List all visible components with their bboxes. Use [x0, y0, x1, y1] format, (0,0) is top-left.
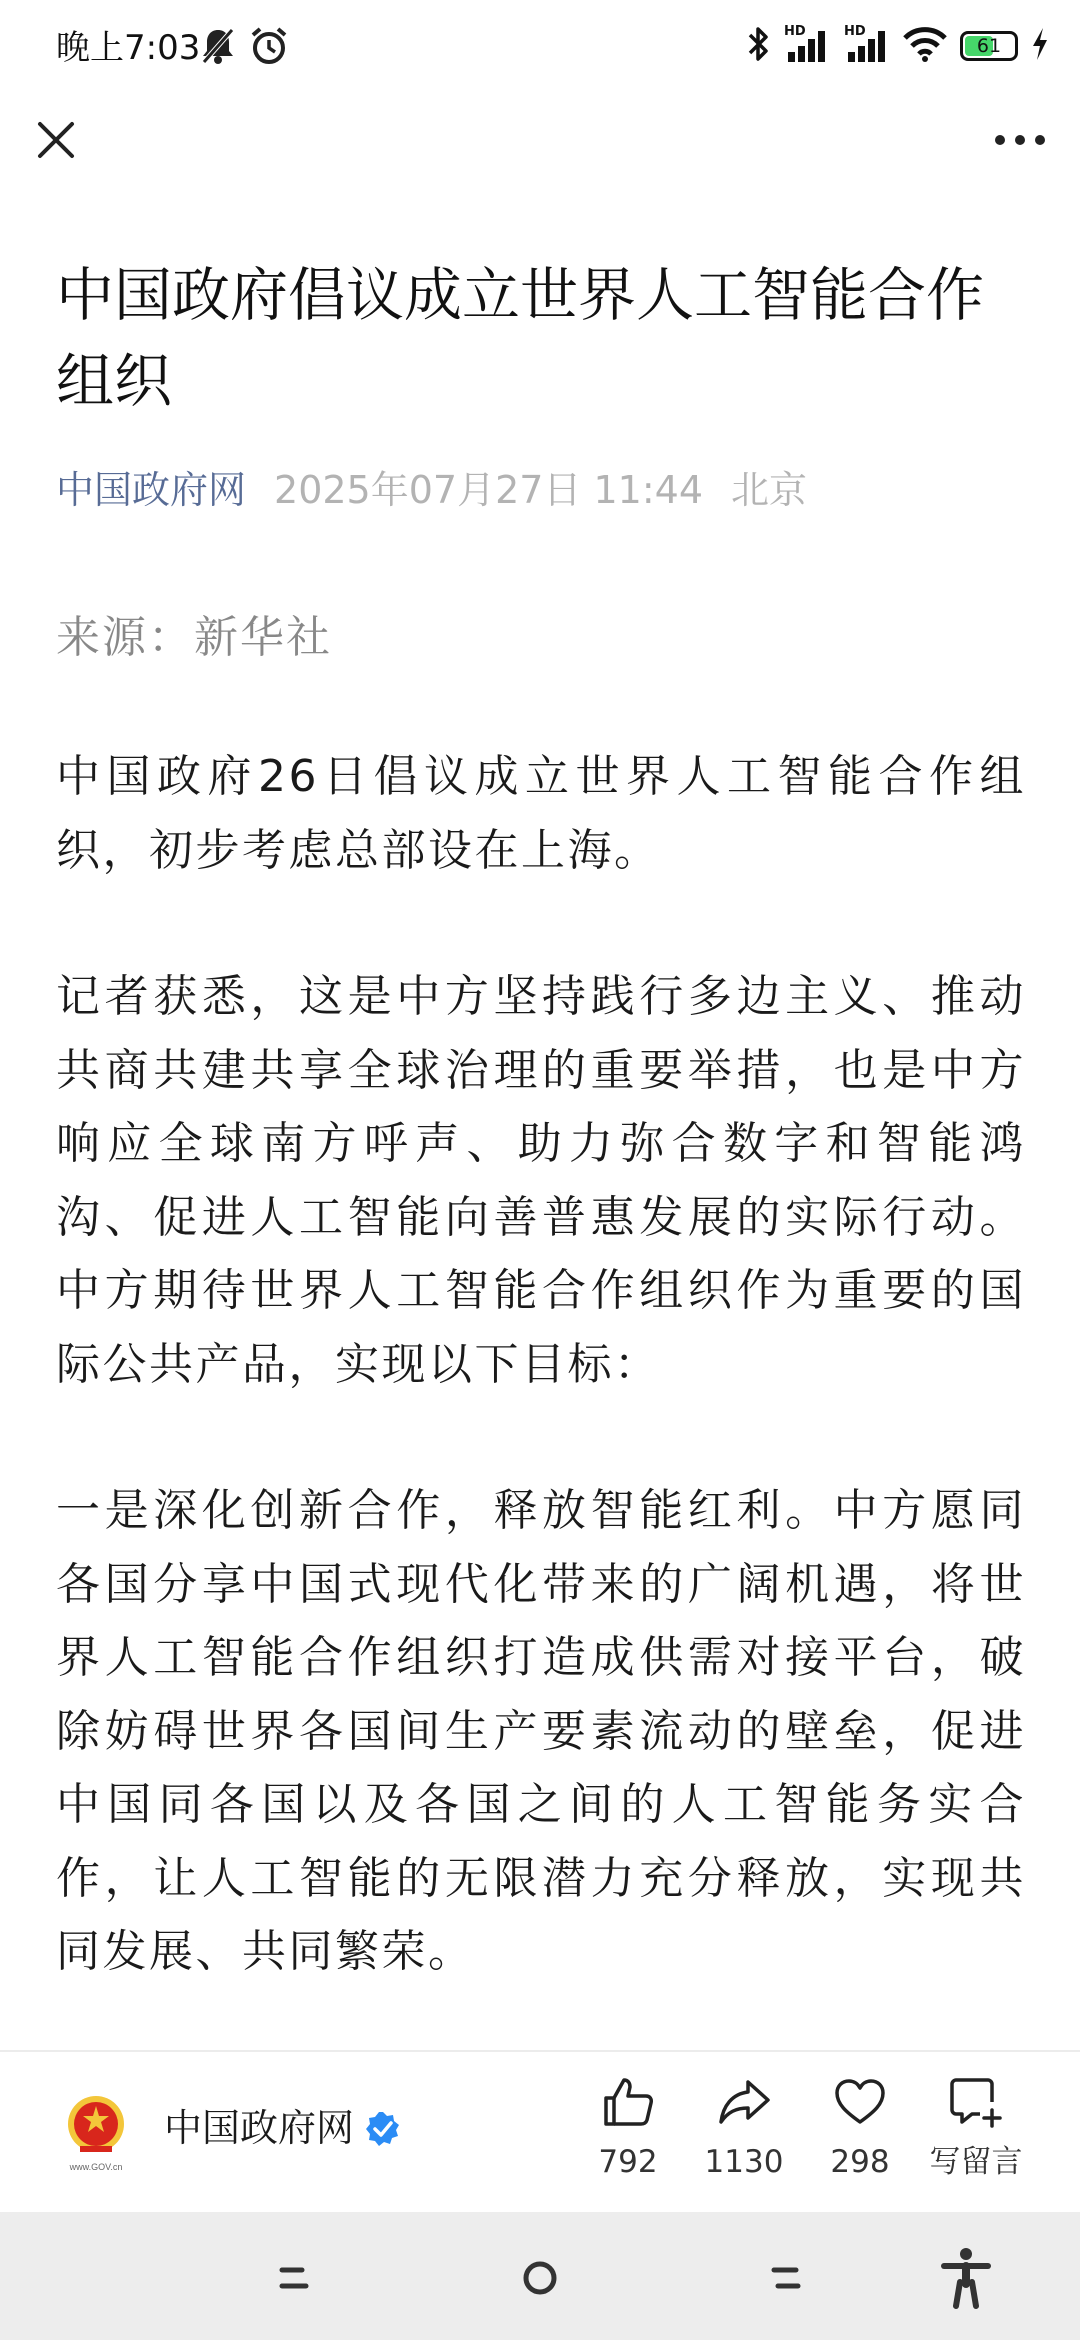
share-arrow-icon [716, 2074, 772, 2130]
status-bar [0, 0, 1080, 96]
close-icon [36, 120, 76, 160]
account-emblem[interactable] [56, 2088, 136, 2176]
more-icon [994, 134, 1046, 146]
nav-menu-button[interactable] [264, 2248, 324, 2308]
status-left-icons [200, 26, 288, 70]
bottom-account-name[interactable]: 中国政府网 [164, 2106, 355, 2150]
alarm-icon [250, 26, 288, 70]
heart-icon [832, 2074, 888, 2130]
mute-bell-icon [200, 26, 236, 70]
comment-add-icon [948, 2074, 1004, 2130]
article-paragraph: 中国政府26日倡议成立世界人工智能合作组织，初步考虑总部设在上海。 [56, 751, 1026, 876]
share-button[interactable] [684, 2074, 804, 2184]
verified-badge-icon [364, 2110, 402, 2148]
publish-date: 2025年07月27日 11:44 [274, 468, 704, 512]
article-title: 中国政府倡议成立世界人工智能合作组织 [56, 261, 985, 415]
bluetooth-icon [746, 24, 770, 68]
thumbs-up-icon [600, 2074, 656, 2130]
close-button[interactable] [28, 112, 84, 168]
wifi-icon [902, 24, 948, 68]
system-nav-bar [0, 2212, 1080, 2340]
status-time: 晚上7:03 [56, 28, 201, 68]
battery-icon [960, 31, 1018, 61]
emblem-text: www.GOV.cn [69, 2162, 123, 2172]
status-right-icons [746, 24, 1050, 68]
article-meta [56, 462, 807, 518]
accessibility-icon [938, 2246, 994, 2310]
favorite-count: 298 [830, 2144, 890, 2180]
like-count: 792 [598, 2144, 658, 2180]
charging-icon [1030, 26, 1050, 66]
article-body [56, 740, 1026, 2062]
article-source: 来源：新华社 [56, 612, 332, 663]
signal-hd-icon: HD [782, 26, 830, 66]
article-paragraph: 一是深化创新合作，释放智能红利。中方愿同各国分享中国式现代化带来的广阔机遇，将世界人工智能合作组织打造成供需对接平台，破除妨碍世界各国间生产要素流动的壁垒，促进中国同各国以及各国之间的人工智能务实合作，让人工智能的无限潜力充分释放，实现共同发展、共同繁荣。 [56, 1485, 1026, 1977]
back-lines-icon [766, 2258, 806, 2298]
battery-level: 61 [976, 35, 1002, 57]
accessibility-button[interactable] [936, 2248, 996, 2308]
publish-location: 北京 [731, 468, 808, 512]
like-button[interactable] [568, 2074, 688, 2184]
share-count: 1130 [704, 2144, 784, 2180]
nav-back-button[interactable] [756, 2248, 816, 2308]
nav-home-button[interactable] [510, 2248, 570, 2308]
emblem-icon [56, 2088, 136, 2176]
favorite-button[interactable] [800, 2074, 920, 2184]
home-circle-icon [520, 2258, 560, 2298]
menu-icon [274, 2258, 314, 2298]
account-link[interactable]: 中国政府网 [56, 468, 247, 512]
write-comment-label: 写留言 [929, 2144, 1023, 2180]
bottom-action-bar [0, 2050, 1080, 2210]
more-button[interactable] [984, 112, 1056, 168]
article-paragraph: 记者获悉，这是中方坚持践行多边主义、推动共商共建共享全球治理的重要举措，也是中方响应全球南方呼声、助力弥合数字和智能鸿沟、促进人工智能向善普惠发展的实际行动。中方期待世界人工智能合作组织作为重要的国际公共产品，实现以下目标： [56, 971, 1026, 1390]
write-comment-button[interactable] [916, 2074, 1036, 2184]
signal-hd-icon: HD [842, 26, 890, 66]
